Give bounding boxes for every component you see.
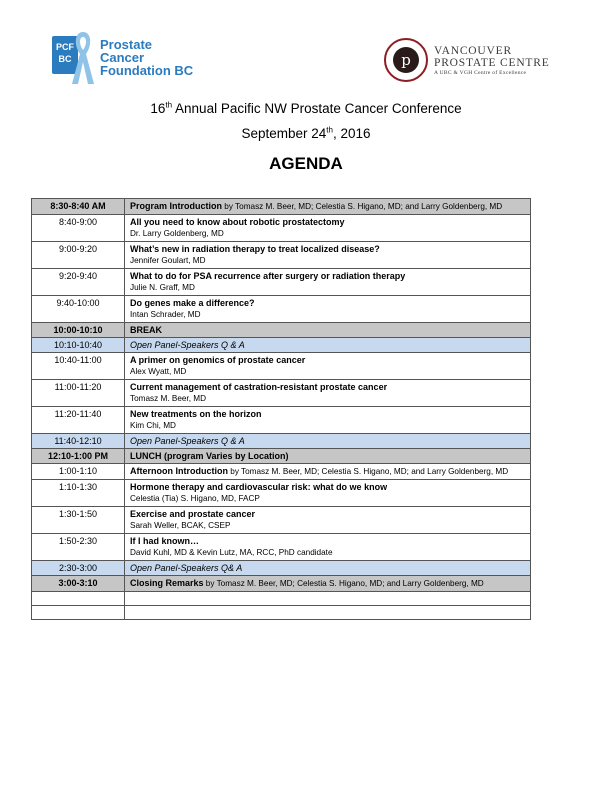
- vpc-wordmark: VANCOUVER PROSTATE CENTRE A UBC & VGH Centre of Excellence: [434, 45, 550, 76]
- agenda-time: 2:30-3:00: [32, 561, 125, 576]
- agenda-session: [125, 353, 531, 380]
- session-title: Open Panel-Speakers Q & A: [130, 436, 245, 446]
- agenda-session: [125, 534, 531, 561]
- agenda-time: 1:30-1:50: [32, 507, 125, 534]
- agenda-heading: AGENDA: [269, 154, 343, 173]
- agenda-time: 8:40-9:00: [32, 215, 125, 242]
- conference-date: September 24th, 2016: [241, 125, 371, 141]
- session-title: What to do for PSA recurrence after surgery or radiation therapy: [130, 271, 406, 281]
- vpc-logo: [384, 38, 554, 88]
- agenda-row: [32, 507, 531, 534]
- agenda-table: [31, 198, 531, 620]
- agenda-session: [125, 407, 531, 434]
- agenda-time: 9:00-9:20: [32, 242, 125, 269]
- agenda-row: [32, 407, 531, 434]
- session-title: BREAK: [130, 325, 163, 335]
- session-speaker: Kim Chi, MD: [130, 421, 176, 430]
- session-title: Hormone therapy and cardiovascular risk: what do we know: [130, 482, 388, 492]
- agenda-session: [125, 561, 531, 576]
- session-title: All you need to know about robotic prostatectomy: [130, 217, 345, 227]
- agenda-time: 8:30-8:40 AM: [32, 199, 125, 215]
- agenda-time: 10:40-11:00: [32, 353, 125, 380]
- session-title: New treatments on the horizon: [130, 409, 262, 419]
- session-title: Program Introduction: [130, 201, 222, 211]
- agenda-row: [32, 480, 531, 507]
- session-title: Current management of castration-resistant prostate cancer: [130, 382, 388, 392]
- session-speaker: Sarah Weller, BCAK, CSEP: [130, 521, 231, 530]
- agenda-time: 1:10-1:30: [32, 480, 125, 507]
- agenda-time: 10:00-10:10: [32, 323, 125, 338]
- agenda-row: [32, 561, 531, 576]
- agenda-row: [32, 592, 531, 606]
- agenda-time: 11:00-11:20: [32, 380, 125, 407]
- session-title: Open Panel-Speakers Q & A: [130, 340, 245, 350]
- agenda-time: 9:40-10:00: [32, 296, 125, 323]
- agenda-session: [125, 199, 531, 215]
- vpc-seal-icon: p: [384, 38, 428, 82]
- agenda-session: [125, 296, 531, 323]
- agenda-row: [32, 576, 531, 592]
- agenda-session: [125, 576, 531, 592]
- session-title: Closing Remarks: [130, 578, 204, 588]
- agenda-time: 9:20-9:40: [32, 269, 125, 296]
- agenda-row: [32, 449, 531, 464]
- agenda-row: [32, 606, 531, 620]
- agenda-time: 1:50-2:30: [32, 534, 125, 561]
- pcf-wordmark: Prostate Cancer Foundation BC: [100, 37, 194, 78]
- session-title: Do genes make a difference?: [130, 298, 255, 308]
- agenda-row: [32, 215, 531, 242]
- agenda-time: 11:40-12:10: [32, 434, 125, 449]
- agenda-time: [32, 592, 125, 606]
- agenda-row: [32, 534, 531, 561]
- session-title: A primer on genomics of prostate cancer: [130, 355, 306, 365]
- agenda-session: [125, 215, 531, 242]
- agenda-row: [32, 323, 531, 338]
- session-speakers: by Tomasz M. Beer, MD; Celestia S. Higano, MD; and Larry Goldenberg, MD: [222, 202, 503, 211]
- agenda-session: [125, 480, 531, 507]
- agenda-row: [32, 338, 531, 353]
- agenda-session: [125, 434, 531, 449]
- session-speaker: Dr. Larry Goldenberg, MD: [130, 229, 224, 238]
- session-speakers: by Tomasz M. Beer, MD; Celestia S. Higano, MD; and Larry Goldenberg, MD: [203, 579, 484, 588]
- session-speaker: Julie N. Graff, MD: [130, 283, 195, 292]
- agenda-session: [125, 242, 531, 269]
- ribbon-icon: [70, 30, 96, 86]
- agenda-row: [32, 353, 531, 380]
- agenda-session: [125, 606, 531, 620]
- session-title: LUNCH (program Varies by Location): [130, 451, 289, 461]
- agenda-session: [125, 464, 531, 480]
- agenda-session: [125, 323, 531, 338]
- session-speakers: by Tomasz M. Beer, MD; Celestia S. Higano, MD; and Larry Goldenberg, MD: [227, 467, 509, 476]
- agenda-row: [32, 380, 531, 407]
- session-title: Exercise and prostate cancer: [130, 509, 256, 519]
- agenda-time: 10:10-10:40: [32, 338, 125, 353]
- agenda-time: 3:00-3:10: [32, 576, 125, 592]
- agenda-session: [125, 269, 531, 296]
- agenda-session: [125, 338, 531, 353]
- agenda-time: [32, 606, 125, 620]
- agenda-row: [32, 269, 531, 296]
- conference-title: 16th Annual Pacific NW Prostate Cancer Conference: [150, 100, 462, 116]
- session-title: If I had known…: [130, 536, 199, 546]
- session-title: What’s new in radiation therapy to treat localized disease?: [130, 244, 380, 254]
- agenda-row: [32, 242, 531, 269]
- session-speaker: David Kuhl, MD & Kevin Lutz, MA, RCC, PhD candidate: [130, 548, 333, 557]
- pcf-badge: PCF BC: [52, 36, 78, 74]
- agenda-row: [32, 296, 531, 323]
- agenda-row: [32, 434, 531, 449]
- session-title: Afternoon Introduction: [130, 466, 228, 476]
- agenda-time: 11:20-11:40: [32, 407, 125, 434]
- agenda-row: [32, 199, 531, 215]
- session-speaker: Celestia (Tia) S. Higano, MD, FACP: [130, 494, 260, 503]
- agenda-row: [32, 464, 531, 480]
- session-title: Open Panel-Speakers Q& A: [130, 563, 243, 573]
- session-speaker: Alex Wyatt, MD: [130, 367, 187, 376]
- session-speaker: Jennifer Goulart, MD: [130, 256, 206, 265]
- agenda-session: [125, 449, 531, 464]
- session-speaker: Intan Schrader, MD: [130, 310, 201, 319]
- agenda-session: [125, 380, 531, 407]
- agenda-time: 12:10-1:00 PM: [32, 449, 125, 464]
- agenda-session: [125, 507, 531, 534]
- agenda-time: 1:00-1:10: [32, 464, 125, 480]
- pcf-bc-logo: [52, 30, 202, 88]
- session-speaker: Tomasz M. Beer, MD: [130, 394, 206, 403]
- agenda-session: [125, 592, 531, 606]
